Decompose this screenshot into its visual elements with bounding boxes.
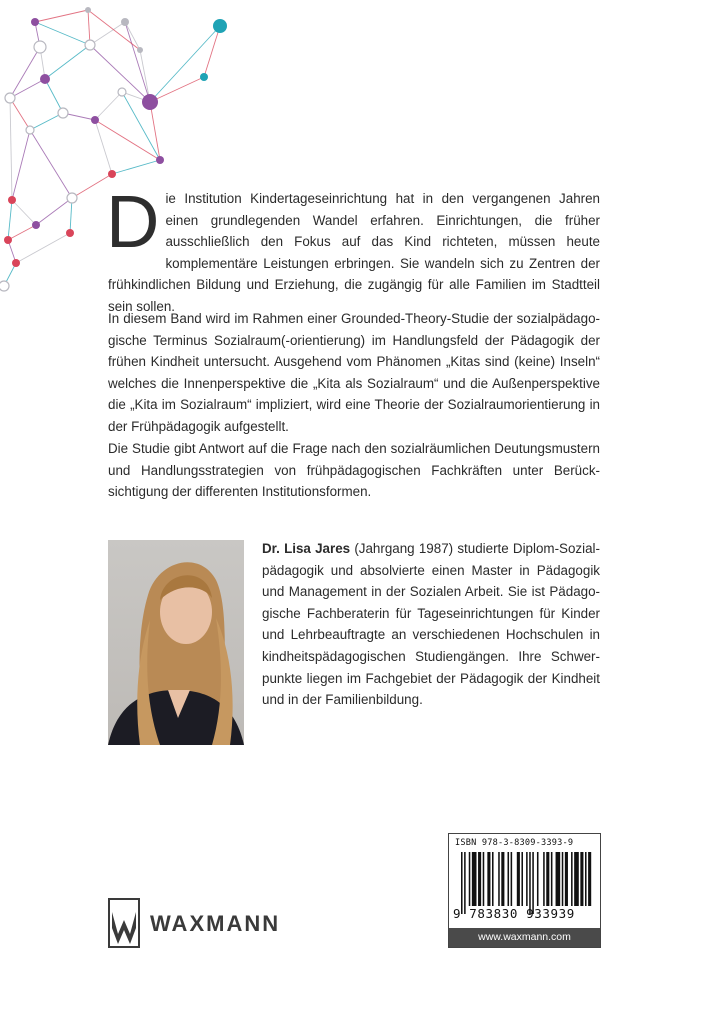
network-edge [88, 10, 140, 50]
network-node [40, 74, 50, 84]
barcode-bar [511, 852, 513, 906]
author-bio [262, 538, 600, 711]
barcode-bar [492, 852, 494, 906]
network-node [4, 236, 12, 244]
barcode-bar [585, 852, 587, 906]
network-edge [150, 77, 204, 102]
network-edge [12, 200, 36, 225]
network-node [118, 88, 126, 96]
barcode-bar [478, 852, 481, 906]
barcode-bar [483, 852, 485, 906]
barcode-bar [498, 852, 500, 906]
network-node [108, 170, 116, 178]
network-edge [95, 120, 160, 160]
intro-paragraph [106, 180, 600, 318]
network-node [85, 40, 95, 50]
barcode-bar [537, 852, 539, 906]
network-edge [8, 225, 36, 240]
barcode-bar [461, 852, 463, 914]
network-node [34, 41, 46, 53]
network-edge [16, 233, 70, 263]
publisher-name: WAXMANN [150, 911, 281, 936]
network-node [32, 221, 40, 229]
barcode-bar [517, 852, 520, 906]
barcode-bar [501, 852, 504, 906]
barcode-bar [580, 852, 583, 906]
network-edge [112, 160, 160, 174]
barcode-bar [521, 852, 523, 906]
network-edge [45, 79, 63, 113]
network-node [156, 156, 164, 164]
barcode-bar [546, 852, 549, 906]
barcode-bar [562, 852, 564, 906]
barcode-bar [508, 852, 510, 906]
network-edge [12, 130, 30, 200]
network-node [5, 93, 15, 103]
barcode-bar [469, 852, 471, 906]
barcode-bar [565, 852, 568, 906]
network-edge [95, 120, 112, 174]
barcode-bar [543, 852, 545, 906]
barcode-bar [551, 852, 553, 906]
barcode-bar [526, 852, 528, 906]
barcode-bar [556, 852, 561, 906]
barcode-bar [487, 852, 490, 906]
barcode-bar [588, 852, 591, 906]
network-node [121, 18, 129, 26]
barcode [455, 852, 595, 914]
network-node [142, 94, 158, 110]
barcode-bar [571, 852, 573, 906]
barcode-bar [472, 852, 477, 906]
intro-text: ie Institution Kindertageseinrichtung hat in den vergangenen Jahren einen grundlegenden Wandel erfahren. Einrichtungen, die früher ausschließlich den Fokus auf das Kind richteten, müssen heute komplementäre Leistungen erbringen. Sie wandeln sich zu Zentren der frühkindlichen Bildung und Erziehung, die zugängig für alle Familien im Stadtteil sein sollen. [108, 191, 600, 314]
network-edge [8, 200, 12, 240]
barcode-bar [464, 852, 466, 914]
isbn-barcode-box [448, 833, 601, 948]
network-edge [204, 26, 220, 77]
network-node [85, 7, 91, 13]
network-edge [36, 198, 72, 225]
network-edge [150, 26, 220, 102]
waxmann-logo-icon [108, 898, 140, 948]
network-edge [45, 45, 90, 79]
author-photo [108, 540, 244, 745]
barcode-bar [529, 852, 531, 914]
network-node [137, 47, 143, 53]
network-edge [95, 92, 122, 120]
network-node [91, 116, 99, 124]
network-node [66, 229, 74, 237]
network-edge [10, 98, 12, 200]
network-edge [30, 130, 72, 198]
publisher-url: www.waxmann.com [449, 928, 600, 947]
drop-cap: D [106, 180, 160, 263]
barcode-bar [574, 852, 579, 906]
network-node [31, 18, 39, 26]
network-node [213, 19, 227, 33]
network-node [58, 108, 68, 118]
network-node [26, 126, 34, 134]
body-paragraph-2: In diesem Band wird im Rahmen einer Grounded-Theory-Studie der sozialpädagogische Terminus Sozialraum(-orientierung) im Handlungsfeld der Pädagogik der frühen Kindheit untersucht. Ausgehend vom Phänomen „Kitas sind (keine) Inseln“ welches die Innenperspektive die „Kita als Sozialraum“ und die Außenperspektive die „Kita im Sozialraum“ impliziert, wird eine Theorie der Sozialraumorientierung in der Frühpädagogik aufgestellt. [108, 311, 600, 434]
network-edge [35, 10, 88, 22]
isbn-label: ISBN 978-3-8309-3393-9 [455, 838, 574, 848]
author-name: Dr. Lisa Jares [262, 541, 351, 556]
network-node [200, 73, 208, 81]
ean-digits: 9 783830 933939 [453, 906, 575, 921]
author-bio-text: (Jahrgang 1987) studierte Diplom-Sozialpädagogik und absolvierte einen Master in Pädagogik und Management in der Sozialen Arbeit. Sie ist Pädagogische Fachberaterin für Tageseinrichtungen für Kinder und Lehrbeauftragte an verschiedenen Hochschulen in kindheitspädagogischen Studiengängen. Ihre Schwerpunkte liegen im Fachgebiet der Pädagogik der Kindheit und in der Familienbildung. [262, 541, 600, 708]
network-edge [10, 98, 30, 130]
body-paragraph-3: Die Studie gibt Antwort auf die Frage nach den sozialräumlichen Deutungsmustern und Handlungsstrategien von frühpädagogischen Fachkräften unter Berücksichtigung der differenten Institutionsformen. [108, 441, 600, 500]
barcode-bar [532, 852, 534, 914]
network-node [8, 196, 16, 204]
network-node [0, 281, 9, 291]
network-node [12, 259, 20, 267]
network-node [67, 193, 77, 203]
